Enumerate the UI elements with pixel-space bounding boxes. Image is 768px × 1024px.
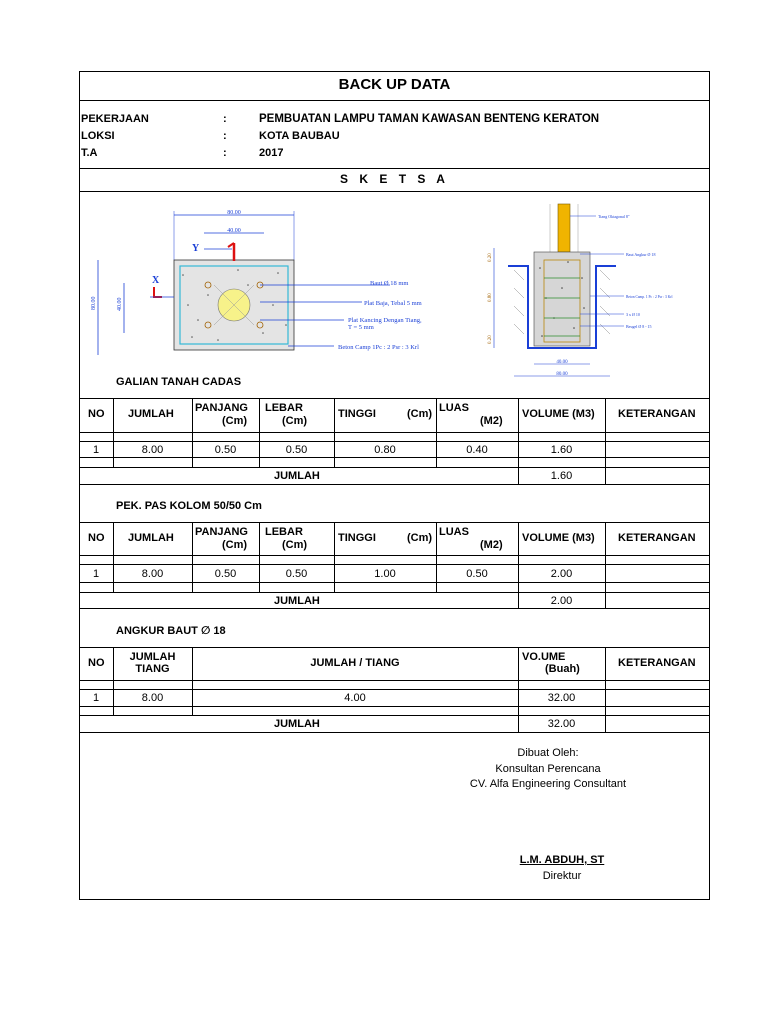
document-frame [79, 71, 710, 900]
axis-y-label: Y [192, 243, 200, 254]
col-volume-unit: (Buah) [545, 663, 580, 675]
table-line [79, 647, 710, 648]
section-dim-top: 0.20 [488, 253, 493, 262]
info-sep: : [223, 130, 227, 142]
col-jumlah-tiang: JUMLAH [129, 651, 176, 663]
col-jumlah-tiang-2: TIANG [135, 663, 170, 675]
table-line [79, 680, 710, 681]
col-no: NO [88, 657, 105, 669]
table-line [79, 608, 710, 609]
table-line [79, 564, 710, 565]
info-label: LOKSI [81, 130, 115, 142]
col-volume: VOLUME (M3) [522, 532, 595, 544]
plan-label-thickness: T = 5 mm [348, 324, 374, 331]
col-tinggi: TINGGI [338, 408, 376, 420]
section-title: ANGKUR BAUT ∅ 18 [116, 625, 226, 637]
plan-label-bolt: Baut Ø 18 mm [370, 280, 409, 287]
col-jumlah: JUMLAH [128, 408, 174, 420]
cell-jumlah-tiang: 8.00 [141, 692, 164, 704]
table-line [79, 715, 710, 716]
table-line [79, 592, 710, 593]
col-keterangan: KETERANGAN [618, 408, 696, 420]
section-title: PEK. PAS KOLOM 50/50 Cm [116, 500, 262, 512]
col-keterangan: KETERANGAN [618, 532, 696, 544]
section-view-drawing [474, 198, 674, 383]
total-label: JUMLAH [274, 718, 320, 730]
cell-tinggi: 1.00 [374, 568, 396, 580]
col-volume: VO.UME [522, 651, 566, 663]
table-line [79, 732, 710, 733]
info-label: T.A [81, 147, 98, 159]
section-label-rebar: 3 x Ø 10 [626, 312, 640, 317]
info-sep: : [223, 113, 227, 125]
section-dim-inner: 40.00 [556, 360, 568, 365]
cell-tinggi: 0.80 [374, 444, 396, 456]
dim-inner-left: 40.00 [117, 297, 123, 311]
info-value: 2017 [259, 147, 284, 159]
total-value: 32.00 [547, 718, 576, 730]
section-dim-bottom: 0.20 [488, 335, 493, 344]
table-line [79, 398, 710, 399]
col-panjang-unit: (Cm) [222, 539, 248, 551]
col-luas: LUAS [439, 526, 469, 538]
total-value: 2.00 [550, 595, 573, 607]
col-keterangan: KETERANGAN [618, 657, 696, 669]
plan-view-drawing [88, 205, 458, 370]
table-line [79, 441, 710, 442]
cell-luas: 0.50 [466, 568, 488, 580]
section-label-concrete: Beton Camp. 1 Pc : 2 Psr : 3 Krl [626, 295, 673, 299]
col-jumlah: JUMLAH [128, 532, 174, 544]
cell-volume: 1.60 [550, 444, 573, 456]
cell-lebar: 0.50 [285, 444, 308, 456]
table-line [79, 689, 710, 690]
total-label: JUMLAH [274, 595, 320, 607]
table-line [79, 706, 710, 707]
cell-volume: 2.00 [550, 568, 573, 580]
info-value: KOTA BAUBAU [259, 130, 340, 142]
table-line [79, 432, 710, 433]
cell-jumlah: 8.00 [141, 568, 164, 580]
dim-outer-top: 80.00 [227, 210, 241, 216]
cell-per-tiang: 4.00 [344, 692, 366, 704]
section-dim-outer: 80.00 [556, 372, 568, 377]
col-no: NO [88, 408, 105, 420]
col-lebar-unit: (Cm) [282, 415, 308, 427]
divider [79, 191, 710, 192]
col-no: NO [88, 532, 105, 544]
plan-label-concrete: Beton Camp 1Pc : 2 Psr : 3 Krl [338, 344, 419, 351]
cell-no: 1 [92, 444, 100, 456]
section-title: GALIAN TANAH CADAS [116, 376, 242, 388]
made-by-label: Dibuat Oleh: [517, 747, 579, 759]
cell-volume: 32.00 [547, 692, 576, 704]
cell-no: 1 [92, 692, 100, 704]
cell-luas: 0.40 [466, 444, 488, 456]
role: Konsultan Perencana [495, 763, 601, 775]
cell-no: 1 [92, 568, 100, 580]
signatory-position: Direktur [542, 870, 582, 882]
cell-lebar: 0.50 [285, 568, 308, 580]
divider [79, 168, 710, 169]
company: CV. Alfa Engineering Consultant [469, 778, 627, 790]
col-per-tiang: JUMLAH / TIANG [310, 657, 400, 669]
section-label-stirrup: Beugel Ø 8 - 15 [626, 324, 652, 329]
section-dim-mid: 0.80 [488, 293, 493, 302]
plan-label-clamp: Plat Kancing Dengan Tiang, [348, 317, 422, 324]
axis-x-label: X [152, 275, 160, 286]
section-label-anchor: Baut Angkur Ø 18 [626, 252, 656, 257]
col-tinggi-unit: (Cm) [407, 408, 433, 420]
col-luas-unit: (M2) [480, 415, 503, 427]
document-title: BACK UP DATA [338, 76, 451, 93]
table-line [79, 467, 710, 468]
total-label: JUMLAH [274, 470, 320, 482]
col-tinggi: TINGGI [338, 532, 376, 544]
col-panjang-unit: (Cm) [222, 415, 248, 427]
signatory-name: L.M. ABDUH, ST [519, 854, 605, 866]
col-panjang: PANJANG [195, 402, 248, 414]
cell-panjang: 0.50 [214, 568, 237, 580]
table-line [79, 484, 710, 485]
cell-jumlah: 8.00 [141, 444, 164, 456]
plan-label-plate: Plat Baja, Tebal 5 mm [364, 300, 422, 307]
table-line [79, 555, 710, 556]
cell-panjang: 0.50 [214, 444, 237, 456]
col-luas-unit: (M2) [480, 539, 503, 551]
dim-inner-top: 40.00 [227, 228, 241, 234]
col-lebar-unit: (Cm) [282, 539, 308, 551]
total-value: 1.60 [550, 470, 573, 482]
col-luas: LUAS [439, 402, 469, 414]
info-value: PEMBUATAN LAMPU TAMAN KAWASAN BENTENG KERATON [259, 113, 600, 125]
col-lebar: LEBAR [265, 526, 303, 538]
divider [79, 100, 710, 101]
table-line [79, 582, 710, 583]
col-volume: VOLUME (M3) [522, 408, 595, 420]
info-label: PEKERJAAN [81, 113, 149, 125]
section-label-pole: Tiang Oktagonal 8" [598, 214, 630, 219]
col-panjang: PANJANG [195, 526, 248, 538]
col-tinggi-unit: (Cm) [407, 532, 433, 544]
table-line [79, 522, 710, 523]
dim-outer-left: 80.00 [91, 296, 97, 310]
col-lebar: LEBAR [265, 402, 303, 414]
sketch-heading: S K E T S A [340, 172, 449, 186]
table-line [79, 457, 710, 458]
info-sep: : [223, 147, 227, 159]
